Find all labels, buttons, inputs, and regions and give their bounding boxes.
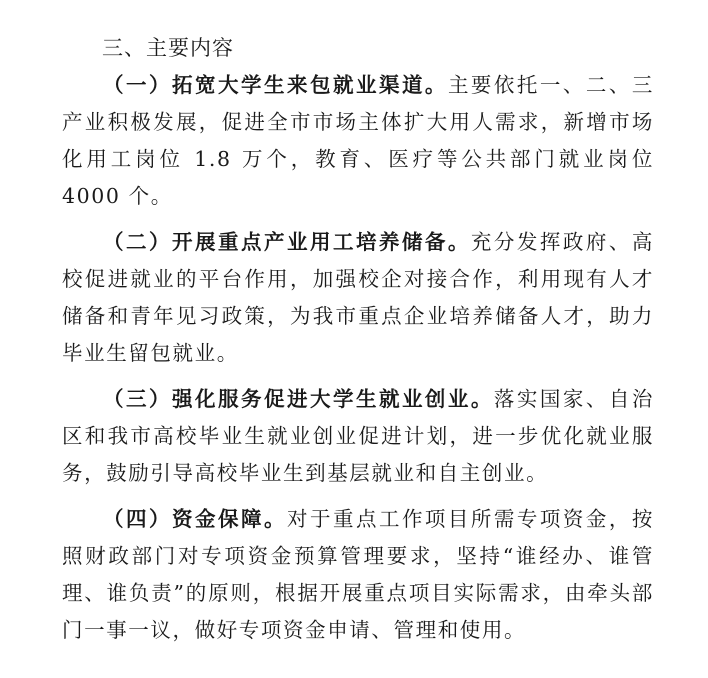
paragraph-2-body: 充分发挥政府、高校促进就业的平台作用，加强校企对接合作，利用现有人才储备和青年见习政策，为我市重点企业培养储备人才，助力毕业生留包就业。 <box>62 230 654 365</box>
paragraph-4-lead: （四）资金保障。 <box>103 507 287 531</box>
paragraph-1-body: 主要依托一、二、三产业积极发展，促进全市市场主体扩大用人需求，新增市场化用工岗位 1.8 万个，教育、医疗等公共部门就业岗位 4000 个。 <box>62 73 655 208</box>
section-heading: 三、主要内容 <box>102 36 234 60</box>
paragraph-3-lead: （三）强化服务促进大学生就业创业。 <box>103 387 494 411</box>
paragraph-1-lead: （一）拓宽大学生来包就业渠道。 <box>103 73 448 97</box>
paragraph-4-body: 对于重点工作项目所需专项资金，按照财政部门对专项资金预算管理要求，坚持“谁经办、谁管理、谁负责”的原则，根据开展重点项目实际需求，由牵头部门一事一议，做好专项资金申请、管理和使用。 <box>62 507 654 642</box>
paragraph-3-body: 落实国家、自治区和我市高校毕业生就业创业促进计划，进一步优化就业服务，鼓励引导高校毕业生到基层就业和自主创业。 <box>62 387 654 485</box>
paragraph-2 <box>62 224 654 372</box>
document-body <box>62 30 654 649</box>
paragraph-2-lead: （二）开展重点产业用工培养储备。 <box>103 230 471 254</box>
paragraph-4 <box>62 501 654 649</box>
paragraph-1 <box>62 67 654 215</box>
paragraph-3 <box>62 381 654 492</box>
